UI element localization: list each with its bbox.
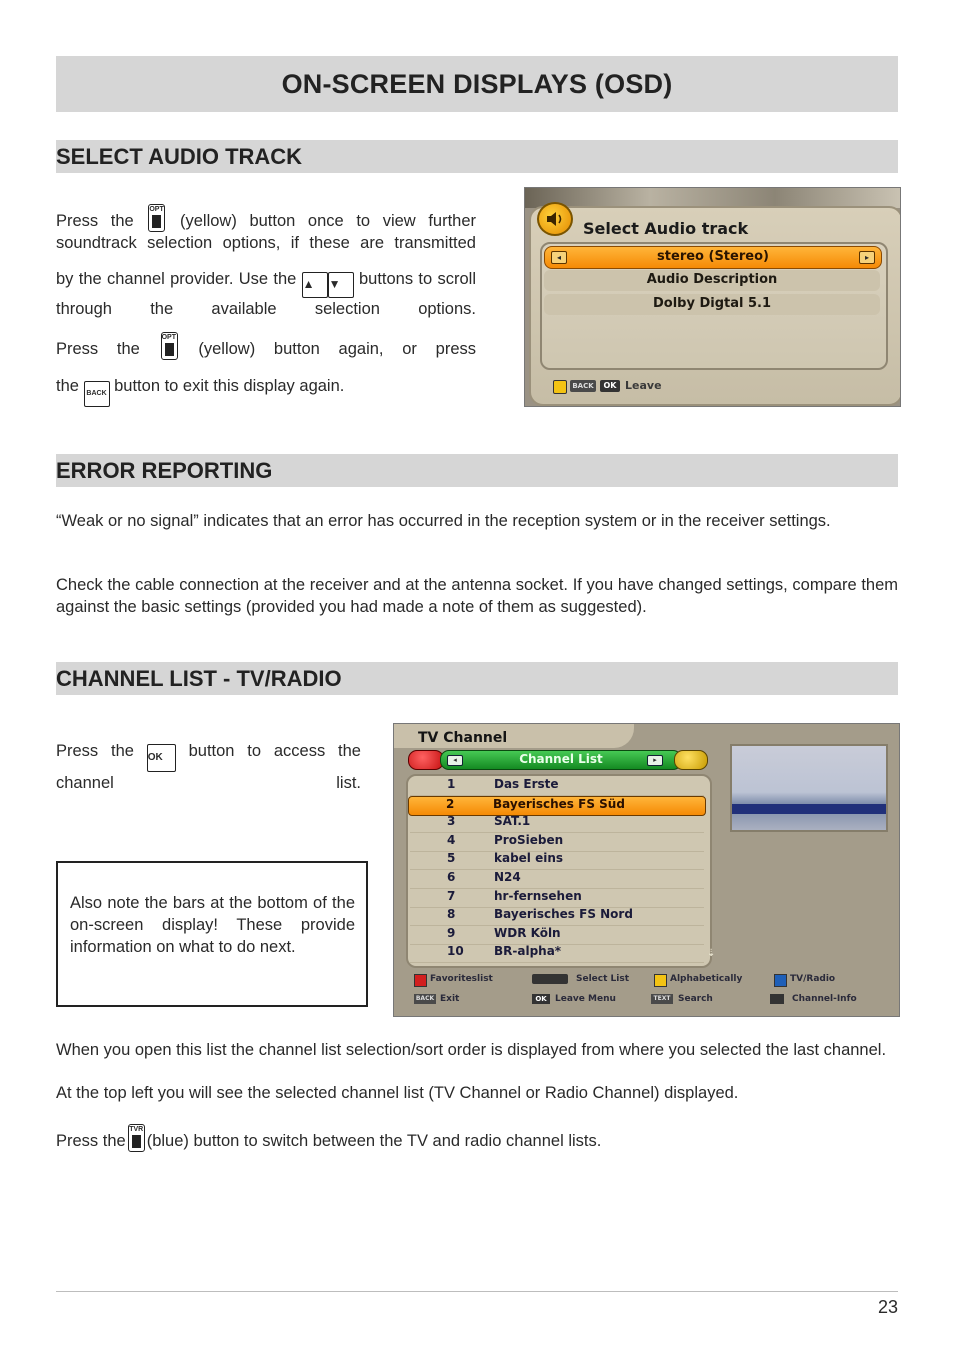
audio-p4b: button to exit this display again. [114, 377, 345, 395]
audio-p3a: Press the [56, 340, 140, 358]
scroll-down-icon[interactable]: ⇣ [707, 948, 716, 959]
audio-osd-title: Select Audio track [583, 219, 749, 238]
audio-p3b: (yellow) button again, or press [198, 340, 477, 358]
channel-name: N24 [494, 870, 521, 884]
opt-button-icon-2: OPT [161, 332, 178, 360]
channel-number: 8 [447, 907, 456, 922]
red-key-icon [414, 974, 427, 987]
left-arrow-icon: ◂ [551, 251, 567, 264]
channel-p1b: button to access the channel list. [56, 742, 361, 792]
ok-key-icon: OK [532, 994, 550, 1004]
audio-p1a: Press the [56, 212, 134, 230]
section-heading-error [56, 454, 898, 487]
footer-alphabetically: Alphabetically [670, 974, 743, 984]
footer-exit: Exit [440, 994, 460, 1004]
blue-key-icon [774, 974, 787, 987]
footer-favoriteslist: Favoriteslist [430, 974, 493, 984]
audio-paragraph-1 [56, 204, 476, 254]
channel-name: WDR Köln [494, 925, 561, 940]
page-title-bar [56, 56, 898, 112]
channel-paragraph-4 [56, 1124, 898, 1152]
yellow-key-icon[interactable] [674, 750, 708, 770]
channel-row[interactable] [410, 851, 704, 870]
channel-p4b: (blue) button to switch between the TV and radio channel lists. [146, 1132, 602, 1150]
channel-row[interactable] [410, 907, 704, 926]
channel-p1a: Press the [56, 742, 134, 760]
audio-p4a: the [56, 377, 79, 395]
audio-item[interactable] [544, 294, 880, 315]
channel-row-selected[interactable] [408, 796, 706, 816]
preview-ticker [732, 804, 886, 814]
channel-osd-title: TV Channel [418, 730, 508, 746]
audio-footer-leave: Leave [625, 379, 662, 392]
channel-paragraph-3: At the top left you will see the selected channel list (TV Channel or Radio Channel) displayed. [56, 1084, 739, 1102]
page-number: 23 [877, 1297, 898, 1317]
left-arrow-icon: ◂ [447, 755, 463, 766]
down-arrow-icon: ▼ [328, 272, 354, 298]
right-arrow-icon: ▸ [859, 251, 875, 264]
section-title-error: ERROR REPORTING [56, 457, 273, 483]
channel-osd-footer [394, 969, 899, 1016]
footer-tv-radio: TV/Radio [790, 974, 836, 984]
channel-name: Bayerisches FS Süd [493, 796, 625, 811]
audio-paragraph-3 [56, 332, 476, 360]
audio-osd-screenshot [524, 187, 901, 407]
section-title-audio: SELECT AUDIO TRACK [56, 143, 303, 169]
channel-number: 9 [447, 925, 456, 940]
text-key-icon: TEXT [651, 994, 673, 1004]
page-title: ON-SCREEN DISPLAYS (OSD) [281, 68, 673, 99]
channel-row[interactable] [410, 889, 704, 908]
channel-row[interactable] [410, 833, 704, 852]
channel-paragraph-1 [56, 740, 361, 794]
osd-video-strip [525, 188, 900, 208]
back-key-icon: BACK [570, 380, 596, 392]
channel-p4a: Press the [56, 1132, 126, 1150]
channel-row[interactable] [410, 870, 704, 889]
channel-number: 6 [447, 870, 456, 884]
audio-item-label: Audio Description [646, 272, 778, 287]
ok-button-icon: OK [147, 744, 176, 772]
channel-list-selector[interactable] [440, 750, 682, 770]
channel-list-label: Channel List [519, 752, 603, 766]
footer-select-list: Select List [576, 974, 630, 984]
channel-name: hr-fernsehen [494, 888, 582, 903]
section-heading-channel [56, 662, 898, 695]
audio-item-label: stereo (Stereo) [657, 249, 769, 264]
audio-p2b: buttons to scroll through the available selection options. [56, 270, 476, 318]
channel-row[interactable] [410, 944, 704, 963]
audio-item-label: Dolby Digtal 5.1 [652, 296, 772, 311]
channel-number: 5 [447, 851, 456, 866]
channel-number: 2 [446, 796, 455, 811]
channel-name: ProSieben [494, 832, 564, 847]
back-button-icon: BACK [84, 381, 110, 407]
audio-p2a: by the channel provider. Use the [56, 270, 297, 288]
up-arrow-icon: ▲ [302, 272, 328, 298]
channel-name: Bayerisches FS Nord [494, 907, 633, 922]
speaker-icon [537, 202, 573, 236]
yellow-key-icon [553, 380, 567, 394]
channel-row[interactable] [410, 777, 704, 796]
red-key-icon[interactable] [408, 750, 444, 770]
channel-name: kabel eins [494, 851, 564, 866]
audio-item-selected[interactable] [544, 246, 882, 269]
channel-name: BR-alpha* [494, 944, 562, 959]
channel-number: 3 [447, 814, 456, 829]
note-box [56, 861, 368, 1007]
section-heading-audio [56, 140, 898, 173]
footer-channel-info: Channel-Info [792, 994, 857, 1004]
section-title-channel: CHANNEL LIST - TV/RADIO [56, 665, 342, 691]
yellow-key-icon [654, 974, 667, 987]
channel-paragraph-2: When you open this list the channel list selection/sort order is displayed from where you selected the last channel. [56, 1041, 887, 1059]
channel-name: SAT.1 [494, 814, 531, 829]
video-preview [730, 744, 888, 832]
channel-osd-screenshot [393, 723, 900, 1017]
audio-item[interactable] [544, 270, 880, 291]
channel-number: 10 [447, 944, 464, 959]
right-arrow-icon: ▸ [647, 755, 663, 766]
footer-search: Search [678, 994, 713, 1004]
channel-name: Das Erste [494, 777, 559, 791]
audio-paragraph-2 [56, 268, 476, 320]
note-text: Also note the bars at the bottom of the on-screen display! These provide information on what to do next. [70, 894, 355, 956]
ok-key-icon: OK [600, 380, 620, 392]
channel-number: 7 [447, 888, 456, 903]
channel-row[interactable] [410, 814, 704, 833]
tvr-button-icon: TVR [128, 1124, 145, 1152]
channel-rows [406, 777, 708, 963]
arrow-keys-icon [532, 974, 568, 984]
info-key-icon [770, 994, 784, 1004]
footer-divider [56, 1291, 898, 1292]
back-key-icon: BACK [415, 995, 435, 1002]
audio-paragraph-4 [56, 375, 476, 407]
channel-number: 4 [447, 832, 456, 847]
channel-number: 1 [447, 777, 456, 791]
error-paragraph-2: Check the cable connection at the receiver and at the antenna socket. If you have changed settings, compare them against the basic settings (provided you had made a note of them as suggested). [56, 576, 898, 616]
channel-row[interactable] [410, 926, 704, 945]
audio-p1b: (yellow) button once to view further soundtrack selection options, if these are transmitted [56, 212, 477, 252]
opt-button-icon: OPT [148, 204, 165, 232]
footer-leave-menu: Leave Menu [555, 994, 616, 1004]
error-paragraph-1: “Weak or no signal” indicates that an error has occurred in the reception system or in the receiver settings. [56, 512, 831, 530]
